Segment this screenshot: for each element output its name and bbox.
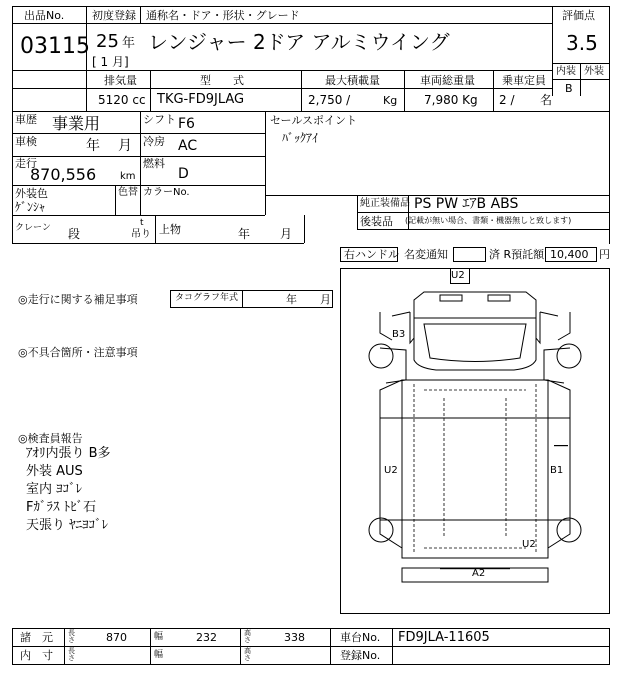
vehicle-name: レンジャー 2ドア アルミウイング (148, 30, 450, 54)
mileage-unit: km (120, 171, 136, 182)
inside-height-label: 高さ (244, 647, 251, 662)
tachograph-month: 月 (320, 293, 331, 306)
capacity-unit: 名 (540, 93, 553, 107)
aftermarket-note: (記載が無い場合、書類・機器無しと致します) (405, 216, 572, 225)
damage-mark: U2 (384, 465, 398, 476)
inspector-line: 外装 AUS (26, 464, 83, 479)
interior-grade-label: 内装 (556, 66, 576, 77)
inspector-line: 天張り ﾔﾆﾖｺﾞﾚ (26, 518, 109, 533)
displacement-label: 排気量 (104, 74, 137, 87)
damage-mark: U2 (451, 270, 465, 281)
damage-mark: U2 (522, 539, 536, 550)
name-change-notice-field (453, 247, 486, 262)
inspection-year: 年 (86, 138, 100, 154)
color: ｹﾞﾝｼｬ (15, 200, 46, 214)
color-code-label: カラーNo. (143, 187, 190, 198)
shift-label: シフト (143, 113, 176, 126)
truck-outline-diagram (340, 268, 610, 614)
registration-number-label: 登録No. (340, 649, 381, 662)
chassis-number-label: 車台No. (340, 631, 381, 644)
shift: F6 (178, 116, 195, 132)
inspector-report-label: ◎検査員報告 (18, 432, 83, 445)
tachograph-label: タコグラフ年式 (175, 293, 239, 303)
model-code: TKG-FD9JLAG (157, 92, 245, 107)
score-label: 評価点 (562, 9, 595, 22)
inside-length-label: 長さ (68, 647, 75, 662)
fuel: D (178, 166, 189, 182)
inspection-month: 月 (118, 138, 132, 154)
driving-notes-label: ◎走行に関する補足事項 (18, 293, 138, 306)
lot-number: 03115 (20, 34, 90, 59)
damage-mark: B1 (550, 465, 564, 476)
height: 338 (284, 631, 305, 644)
first-registration-label: 初度登録 (92, 9, 136, 22)
fuel-label: 燃料 (143, 157, 165, 170)
ac-label: 冷房 (143, 135, 165, 148)
damage-mark: A2 (472, 568, 486, 579)
color-change-label: 色替 (118, 187, 138, 198)
inside-width-label: 幅 (154, 650, 164, 660)
max-load: 2,750 / (308, 93, 351, 107)
crane-ton: 吊り (131, 229, 151, 240)
gross-weight: 7,980 Kg (424, 93, 478, 107)
model-grade-label: 通称名・ドア・形状・グレード (146, 9, 300, 22)
mileage-label: 走行 (15, 157, 37, 170)
name-change-notice-label: 名変通知 (404, 248, 448, 261)
sales-point: ﾊﾞｯｸｱｲ (282, 131, 319, 145)
inspector-line: 室内 ﾖｺﾞﾚ (26, 482, 83, 497)
history-label: 車歴 (15, 113, 37, 126)
inspector-line: ｱｵﾘ内張り B多 (26, 446, 111, 461)
lift-month: 月 (280, 227, 293, 241)
equipment: PS PW ｴｱB ABS (414, 196, 519, 212)
defects-label: ◎不具合箇所・注意事項 (18, 346, 138, 359)
gross-weight-label: 車両総重量 (420, 74, 475, 87)
crane-ton-mark: t (140, 218, 144, 228)
registration-year-unit: 年 (122, 36, 136, 51)
score-value: 3.5 (566, 31, 598, 55)
max-load-label: 最大積載量 (325, 74, 380, 87)
length-label: 長さ (68, 629, 75, 644)
dims-label: 諸 元 (20, 631, 53, 644)
displacement: 5120 cc (98, 93, 146, 107)
sales-point-label: セールスポイント (270, 114, 358, 127)
aftermarket-label: 後装品 (360, 215, 393, 228)
lot-number-label: 出品No. (24, 9, 65, 22)
recycle-deposit-label: 済 R預託額 (489, 248, 545, 261)
ac: AC (178, 138, 198, 154)
capacity-label: 乗車定員 (502, 74, 546, 87)
lift-year: 年 (238, 227, 251, 241)
height-label: 高さ (244, 629, 251, 644)
max-load-unit: Kg (383, 94, 398, 107)
width: 232 (196, 631, 217, 644)
mileage: 870,556 (30, 165, 97, 184)
recycle-deposit: 10,400 (550, 248, 589, 261)
damage-mark: B3 (392, 329, 406, 340)
rhd-label: 右ハンドル (344, 248, 399, 261)
capacity: 2 / (499, 93, 515, 107)
chassis-number: FD9JLA-11605 (398, 630, 490, 645)
yen-label: 円 (599, 248, 610, 261)
inside-dims-label: 内 寸 (20, 649, 53, 662)
crane-tier: 段 (68, 227, 81, 241)
model-code-label: 型 式 (200, 74, 244, 87)
color-label: 外装色 (15, 187, 48, 200)
interior-grade: B (565, 82, 573, 95)
lift-label: 上物 (159, 223, 181, 236)
inspection-label: 車検 (15, 135, 37, 148)
history: 事業用 (52, 114, 101, 133)
width-label: 幅 (154, 632, 164, 642)
length: 870 (106, 631, 127, 644)
inspector-line: Fｶﾞﾗｽ ﾄﾋﾞ石 (26, 500, 97, 515)
registration-month: [ 1 月] (92, 55, 129, 69)
exterior-grade-label: 外装 (584, 66, 604, 77)
crane-label: クレーン (15, 223, 51, 233)
damage-diagram (340, 268, 610, 614)
registration-year: 25 (96, 31, 119, 52)
tachograph-year: 年 (286, 293, 297, 306)
equipment-label: 純正装備品 (360, 198, 410, 209)
